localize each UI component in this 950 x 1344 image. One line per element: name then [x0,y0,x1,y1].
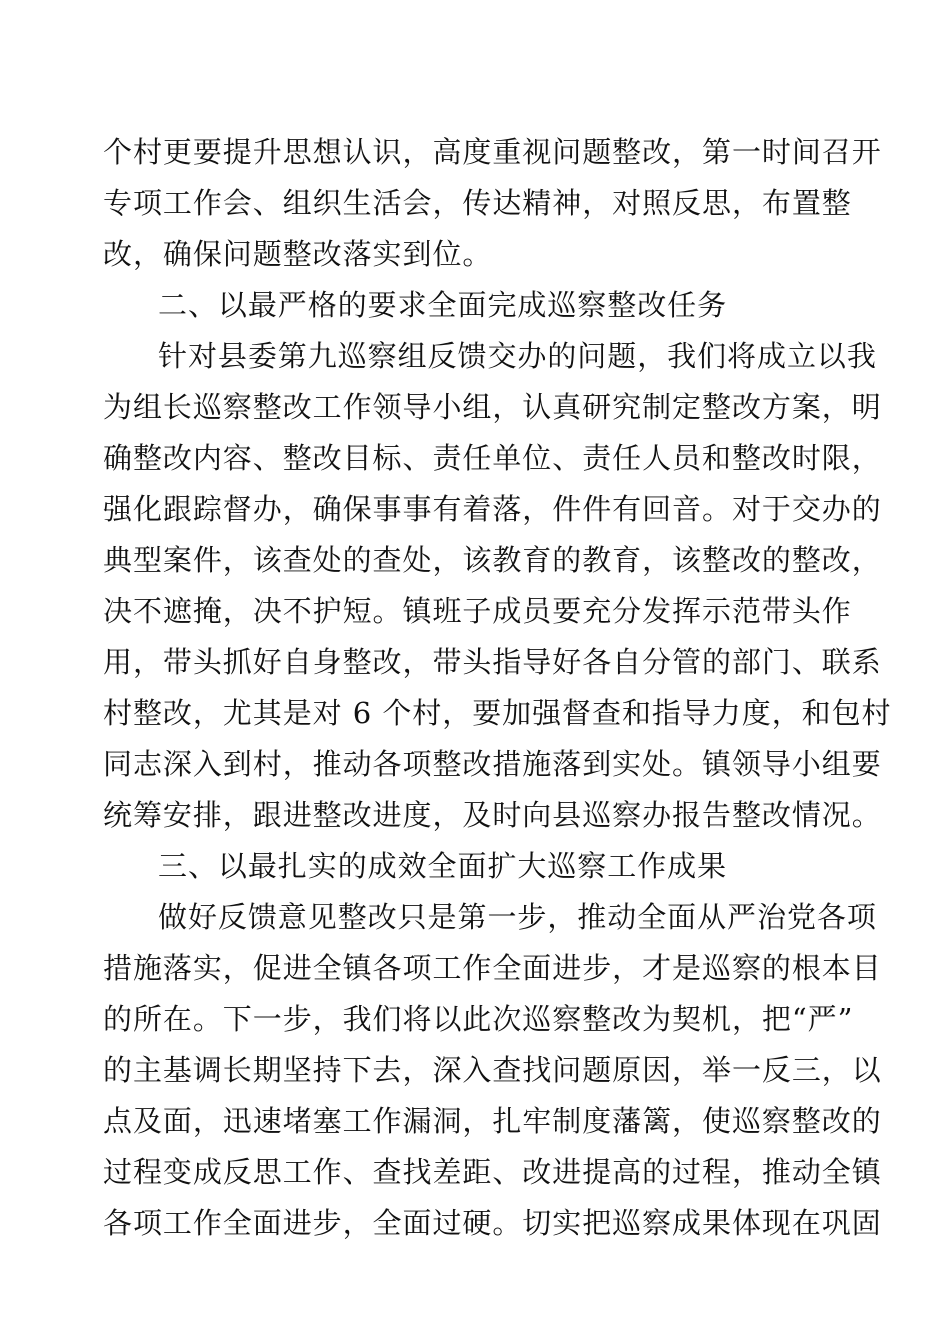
paragraph-3-line-7: 各项工作全面进步，全面过硬。切实把巡察成果体现在巩固 [103,1206,882,1240]
paragraph-3-line-5: 点及面，迅速堵塞工作漏洞，扎牢制度藩篱，使巡察整改的 [103,1104,882,1138]
paragraph-3-line-3: 的所在。下一步，我们将以此次巡察整改为契机，把“严” [103,1002,854,1036]
paragraph-1-line-2: 专项工作会、组织生活会，传达精神，对照反思，布置整 [103,186,852,220]
paragraph-3-line-2: 措施落实，促进全镇各项工作全面进步，才是巡察的根本目 [103,951,882,985]
paragraph-2-line-5: 典型案件，该查处的查处，该教育的教育，该整改的整改， [103,543,882,577]
paragraph-3-line-1: 做好反馈意见整改只是第一步，推动全面从严治党各项 [158,900,877,934]
paragraph-2-line-2: 为组长巡察整改工作领导小组，认真研究制定整改方案，明 [103,390,882,424]
paragraph-2-line-6: 决不遮掩，决不护短。镇班子成员要充分发挥示范带头作 [103,594,852,628]
section-heading-2: 二、以最严格的要求全面完成巡察整改任务 [158,288,728,322]
paragraph-2-line-4: 强化跟踪督办，确保事事有着落，件件有回音。对于交办的 [103,492,882,526]
paragraph-3-line-4: 的主基调长期坚持下去，深入查找问题原因，举一反三，以 [103,1053,882,1087]
paragraph-2-line-9: 同志深入到村，推动各项整改措施落到实处。镇领导小组要 [103,747,882,781]
paragraph-3-line-6: 过程变成反思工作、查找差距、改进提高的过程，推动全镇 [103,1155,882,1189]
paragraph-1-line-3: 改，确保问题整改落实到位。 [103,237,493,271]
paragraph-1-line-1: 个村更要提升思想认识，高度重视问题整改，第一时间召开 [103,135,882,169]
paragraph-2-line-3: 确整改内容、整改目标、责任单位、责任人员和整改时限， [103,441,882,475]
paragraph-2-line-8: 村整改，尤其是对 6 个村，要加强督查和指导力度，和包村 [103,696,892,730]
paragraph-2-line-10: 统筹安排，跟进整改进度，及时向县巡察办报告整改情况。 [103,798,882,832]
paragraph-2-line-1: 针对县委第九巡察组反馈交办的问题，我们将成立以我 [158,339,877,373]
section-heading-3: 三、以最扎实的成效全面扩大巡察工作成果 [158,849,728,883]
paragraph-2-line-7: 用，带头抓好自身整改，带头指导好各自分管的部门、联系 [103,645,882,679]
